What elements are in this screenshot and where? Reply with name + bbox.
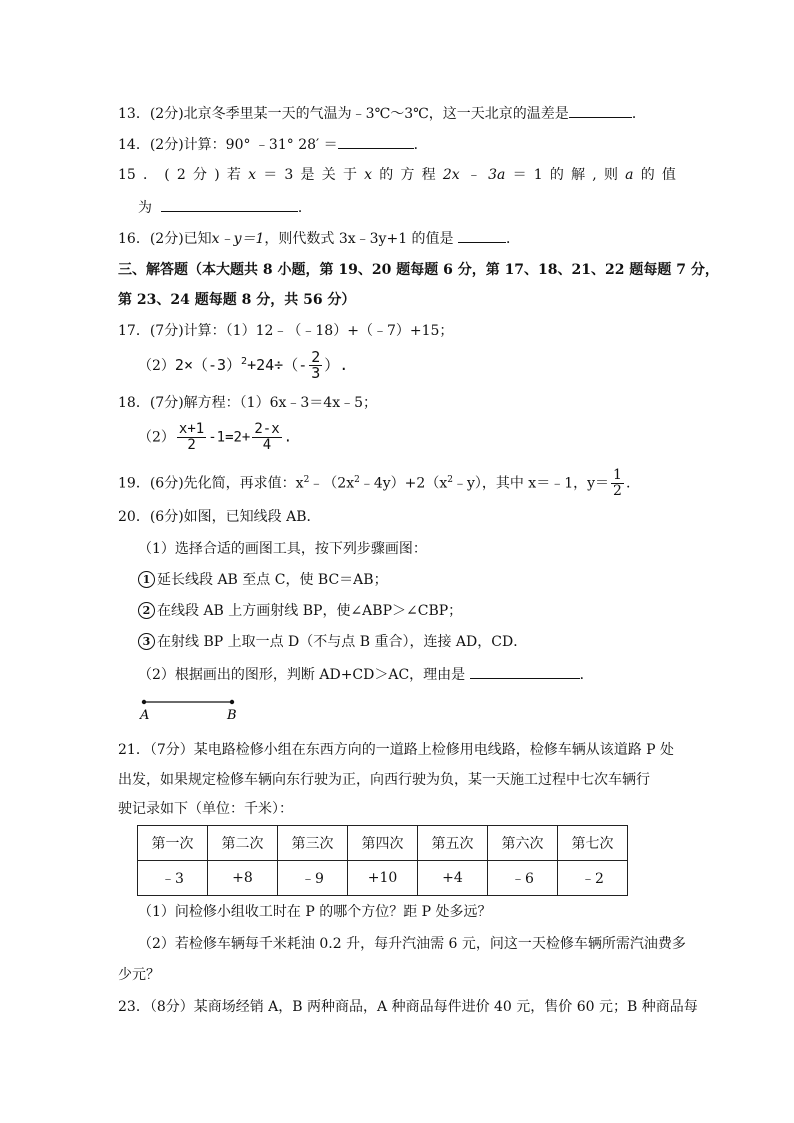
question-15-token: a (625, 167, 634, 183)
table-cell: ﹣3 (138, 861, 208, 896)
label-b: B (227, 708, 237, 723)
question-23: 23．（8分）某商场经销 A，B 两种商品，A 种商品每件进价 40 元，售价 60 元；B 种商品每 (118, 999, 698, 1015)
fraction: $\frac{1}{2}$ (613, 467, 622, 499)
question-15-token: 2 (176, 167, 186, 183)
question-15-token: 于 (342, 167, 357, 183)
question-15-token: 的 (640, 167, 655, 183)
question-15-token: 1 (533, 167, 543, 183)
table-cell: +4 (418, 861, 488, 896)
question-15-token: 解 (571, 167, 586, 183)
question-15-token: 是 (300, 167, 315, 183)
table-cell: +8 (208, 861, 278, 896)
driving-record-table (137, 825, 628, 896)
question-15-token: , (592, 167, 597, 183)
question-17: 17．(7分)计算：（1）12﹣（﹣18）+（﹣7）+15； (118, 323, 454, 339)
section-heading-line-2: 第 23、24 题每题 8 分，共 56 分） (118, 292, 356, 308)
question-21-part-1: （1）问检修小组收工时在 P 的哪个方位？距 P 处多远？ (138, 904, 492, 920)
question-16: 16．(2分)已知x﹣y＝1，则代数式 3x﹣3y+1 的值是 ． (118, 228, 520, 249)
question-15-token: 方 (400, 167, 415, 183)
fraction: $\frac{2-x}{4}$ (254, 421, 280, 453)
question-13: 13．(2分)北京冬季里某一天的气温为﹣3℃～3℃，这一天北京的温差是 ． (118, 103, 646, 124)
circled-number-1: 1 (138, 571, 155, 588)
section-heading: 三、解答题（本大题共 8 小题，第 19、20 题每题 6 分，第 17、18、21、22 题每题 7 分， (118, 262, 719, 278)
step-3: 3 在射线 BP 上取一点 D（不与点 B 重合），连接 AD，CD． (138, 632, 527, 652)
question-15-token: 关 (321, 167, 336, 183)
question-14: 14．(2分)计算：90° ﹣31° 28′ ＝ ． (118, 134, 428, 155)
question-15-token: ＝ (512, 167, 527, 183)
table-header-row (138, 826, 628, 861)
circled-number-2: 2 (138, 602, 155, 619)
question-15-token: 分 (193, 167, 208, 183)
table-header-cell: 第六次 (488, 826, 558, 861)
segment-ab-figure (136, 693, 246, 723)
question-15-token: 值 (661, 167, 676, 183)
point-b (230, 700, 234, 704)
question-15-token: x (364, 167, 373, 183)
table-cell: ﹣9 (278, 861, 348, 896)
question-15-token: 3a (488, 167, 506, 183)
question-15-token: ) (214, 167, 220, 183)
label-a: A (140, 708, 150, 723)
question-15-token: ＝ (263, 167, 278, 183)
question-15-token: 2x (442, 167, 460, 183)
table-header-cell: 第五次 (418, 826, 488, 861)
question-21-line-3: 驶记录如下（单位：千米）： (118, 801, 293, 817)
answer-blank (470, 664, 580, 679)
table-row (138, 861, 628, 896)
question-15-token: 的 (379, 167, 394, 183)
question-15-token: 程 (421, 167, 436, 183)
table-cell: ﹣2 (558, 861, 628, 896)
question-15-token: 的 (549, 167, 564, 183)
question-18: 18．(7分)解方程：（1）6x﹣3＝4x﹣5； (118, 395, 377, 411)
circled-number-3: 3 (138, 633, 155, 650)
table-header-cell: 第二次 (208, 826, 278, 861)
question-15-token: 15 (118, 167, 136, 183)
question-18-part-2: （2） $\frac{x+1}{2}$ -1=2+ $\frac{2-x}{4}$ . (138, 421, 293, 453)
question-15-token: 若 (226, 167, 241, 183)
question-21-line-2: 出发，如果规定检修车辆向东行驶为正，向西行驶为负，某一天施工过程中七次车辆行 (118, 772, 650, 788)
step-2: 2 在线段 AB 上方画射线 BP，使∠ABP＞∠CBP； (138, 601, 462, 621)
answer-blank (458, 228, 506, 243)
step-1: 1 延长线段 AB 至点 C，使 BC＝AB； (138, 570, 388, 590)
question-20-part-2: （2）根据画出的图形，判断 AD+CD＞AC，理由是 ． (138, 664, 594, 685)
question-15-line-2: 为 ． (138, 197, 312, 218)
question-15-token: ﹣ (466, 167, 481, 183)
question-15 (118, 165, 676, 185)
question-20: 20．(6分)如图，已知线段 AB． (118, 509, 321, 525)
table-header-cell: 第七次 (558, 826, 628, 861)
question-15-token: ( (164, 167, 170, 183)
table-cell: ﹣6 (488, 861, 558, 896)
question-21-part-2: （2）若检修车辆每千米耗油 0.2 升，每升汽油需 6 元，问这一天检修车辆所需汽油费多 (138, 936, 686, 952)
table-header-cell: 第三次 (278, 826, 348, 861)
question-20-part-1: （1）选择合适的画图工具，按下列步骤画图： (138, 541, 427, 557)
fraction: $\frac{x+1}{2}$ (178, 421, 205, 453)
question-15-token: 3 (284, 167, 294, 183)
question-15-token: x (248, 167, 257, 183)
table-header-cell: 第一次 (138, 826, 208, 861)
table-cell: +10 (348, 861, 418, 896)
question-21-part-2-line-2: 少元？ (118, 967, 160, 983)
table-header-cell: 第四次 (348, 826, 418, 861)
question-15-token: ． (143, 167, 158, 183)
question-15-token: 则 (603, 167, 618, 183)
answer-blank (338, 134, 414, 149)
question-21: 21．（7分）某电路检修小组在东西方向的一道路上检修用电线路，检修车辆从该道路 P 处 (118, 742, 675, 758)
answer-blank (161, 197, 298, 212)
fraction: $\frac{2}{3}$ (311, 348, 321, 382)
answer-blank (569, 103, 632, 118)
question-19: 19．(6分)先化简，再求值：$x^2﹣(2x^2﹣4y)+2(x^2﹣y)$，其中 x＝﹣1，y＝ $\frac{1}{2}$ . (118, 467, 631, 499)
point-a (142, 700, 146, 704)
question-17-part-2: $(2)2\times(-3)^2+24\div(-$ $\frac{2}{3}$ ）. (138, 348, 349, 382)
